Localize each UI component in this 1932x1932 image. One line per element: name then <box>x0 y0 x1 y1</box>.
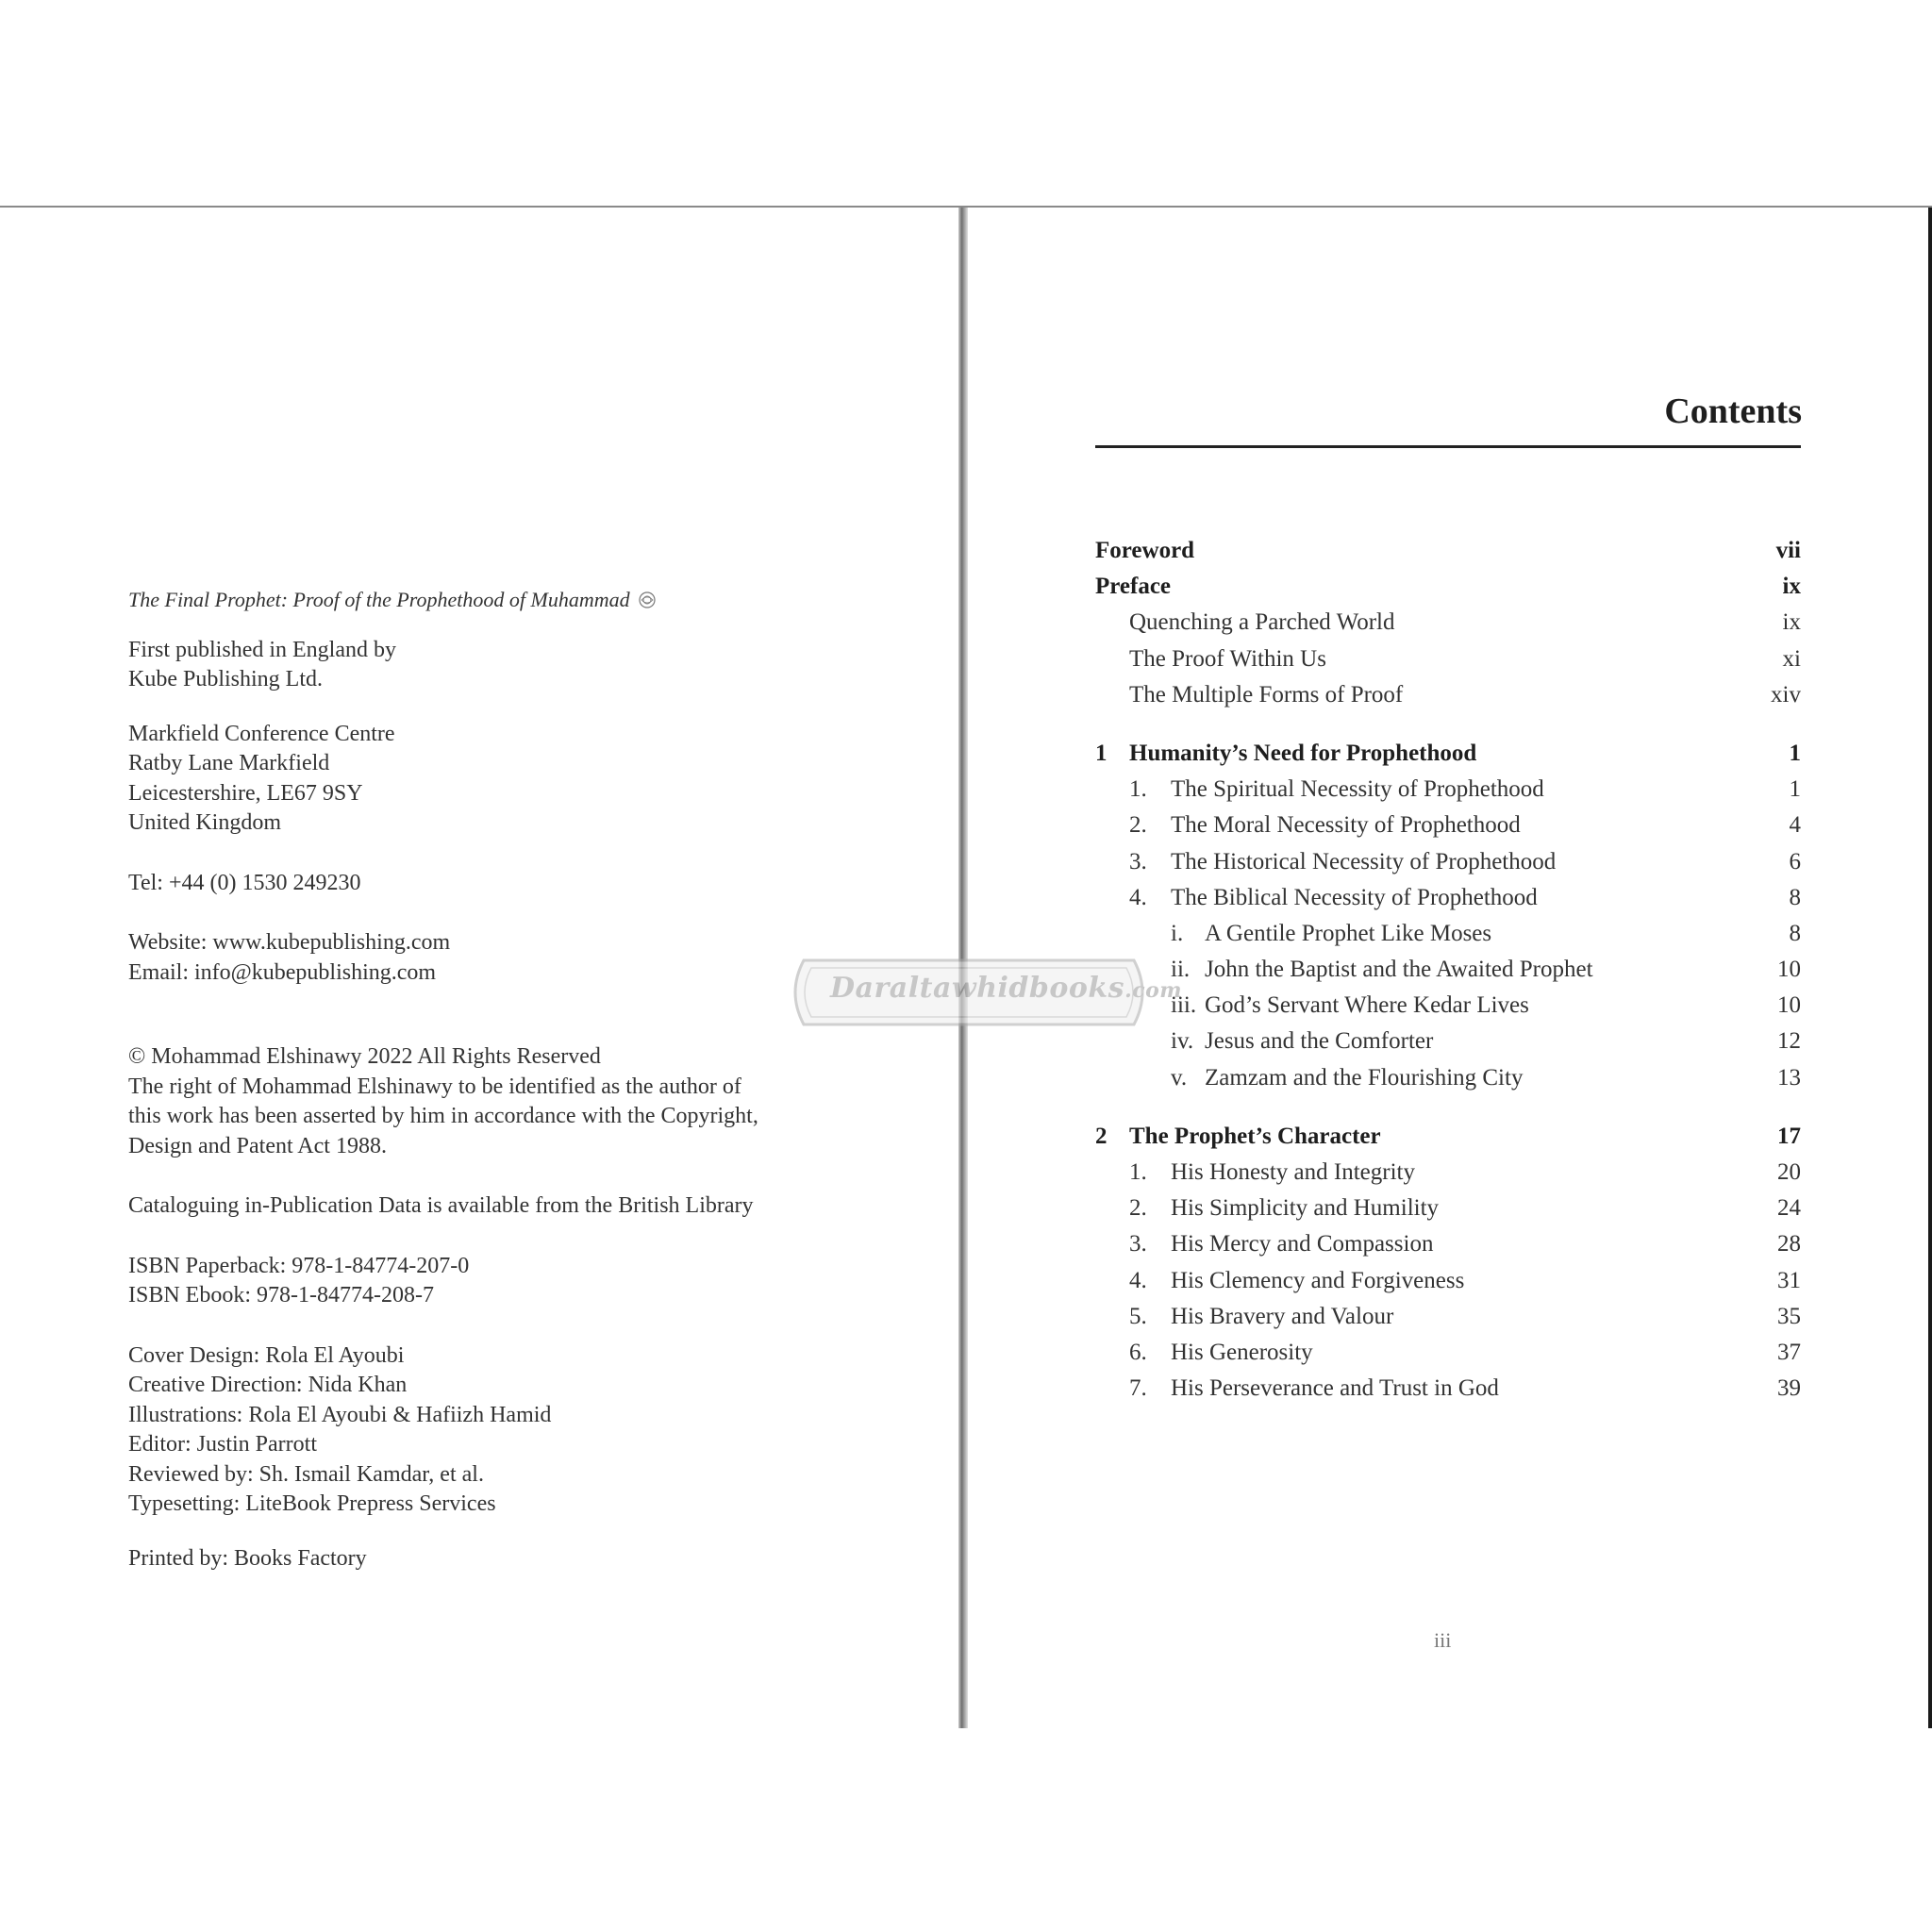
toc-page: 39 <box>1777 1375 1801 1402</box>
toc-number: v. <box>1171 1064 1188 1091</box>
toc-label: God’s Servant Where Kedar Lives <box>1205 992 1529 1019</box>
toc-page: xiv <box>1771 681 1801 708</box>
toc-number: 2. <box>1129 812 1147 839</box>
published-line: First published in England by <box>128 637 396 662</box>
toc-number: iii. <box>1171 992 1197 1019</box>
toc-number: 7. <box>1129 1375 1147 1402</box>
toc-number: 2. <box>1129 1195 1147 1222</box>
toc-row <box>1095 682 1801 718</box>
toc-label: Foreword <box>1095 538 1195 563</box>
toc-page: 4 <box>1789 812 1801 839</box>
toc-gap <box>1095 1101 1801 1124</box>
isbn-paperback: ISBN Paperback: 978-1-84774-207-0 <box>128 1253 470 1278</box>
toc-row <box>1095 646 1801 682</box>
toc-row <box>1095 921 1801 957</box>
toc-row <box>1095 609 1801 645</box>
credits-block <box>128 1341 902 1520</box>
toc-page: 31 <box>1777 1267 1801 1293</box>
toc-label: Preface <box>1095 574 1172 600</box>
toc-page: ix <box>1782 574 1801 600</box>
toc-page: 1 <box>1789 776 1801 803</box>
page-edge <box>1928 208 1932 1728</box>
book-title-text: The Final Prophet: Proof of the Prophethood of Muhammad <box>128 588 630 611</box>
toc-number: 1 <box>1095 740 1108 766</box>
toc-page: 8 <box>1789 884 1801 910</box>
credit-line: Creative Direction: Nida Khan <box>128 1373 408 1397</box>
page-number: iii <box>1434 1628 1452 1652</box>
toc-row <box>1095 1159 1801 1195</box>
toc-row <box>1095 957 1801 992</box>
toc-page: 13 <box>1777 1064 1801 1091</box>
toc-row <box>1095 741 1801 776</box>
toc-page: 1 <box>1789 740 1801 766</box>
toc-row <box>1095 1375 1801 1411</box>
toc-label: Zamzam and the Flourishing City <box>1205 1064 1524 1091</box>
credit-line: Reviewed by: Sh. Ismail Kamdar, et al. <box>128 1461 484 1487</box>
toc-label: His Simplicity and Humility <box>1171 1195 1440 1222</box>
published-block <box>128 636 902 695</box>
address-line: Ratby Lane Markfield <box>128 751 330 775</box>
toc-row <box>1095 885 1801 921</box>
website: Website: www.kubepublishing.com <box>128 930 451 955</box>
toc-label: His Bravery and Valour <box>1171 1303 1394 1329</box>
toc-label: His Perseverance and Trust in God <box>1171 1375 1499 1402</box>
toc-page: 12 <box>1777 1028 1801 1055</box>
tel-block <box>128 869 902 899</box>
toc-label: His Honesty and Integrity <box>1171 1159 1415 1185</box>
table-of-contents <box>1095 538 1801 1411</box>
toc-number: iv. <box>1171 1028 1194 1055</box>
isbn-block <box>128 1252 902 1311</box>
toc-label: His Mercy and Compassion <box>1171 1231 1434 1257</box>
toc-page: 20 <box>1777 1159 1801 1185</box>
email: Email: info@kubepublishing.com <box>128 959 437 985</box>
address-line: United Kingdom <box>128 810 281 835</box>
toc-row <box>1095 1028 1801 1064</box>
toc-gap <box>1095 718 1801 741</box>
credit-line: Editor: Justin Parrott <box>128 1432 317 1457</box>
toc-row <box>1095 1268 1801 1304</box>
toc-number: 5. <box>1129 1303 1147 1329</box>
toc-row <box>1095 538 1801 574</box>
toc-label: The Spiritual Necessity of Prophethood <box>1171 776 1544 803</box>
toc-number: 6. <box>1129 1339 1147 1365</box>
copyright-line: © Mohammad Elshinawy 2022 All Rights Reserved <box>128 1044 601 1069</box>
toc-row <box>1095 992 1801 1028</box>
salutation-seal-icon <box>638 591 657 609</box>
watermark-text <box>830 972 1182 1005</box>
contents-heading: Contents <box>1664 391 1802 431</box>
credit-line: Illustrations: Rola El Ayoubi & Hafiizh Hamid <box>128 1402 552 1427</box>
toc-label: Quenching a Parched World <box>1129 609 1395 636</box>
toc-page: 10 <box>1777 957 1801 983</box>
toc-label: Jesus and the Comforter <box>1205 1028 1434 1055</box>
toc-label: The Biblical Necessity of Prophethood <box>1171 884 1538 910</box>
cataloguing-block <box>128 1191 902 1222</box>
toc-page: 8 <box>1789 920 1801 946</box>
toc-label: The Moral Necessity of Prophethood <box>1171 812 1521 839</box>
rights-line: this work has been asserted by him in accordance with the Copyright, <box>128 1104 758 1128</box>
toc-label: The Proof Within Us <box>1129 645 1326 672</box>
toc-page: xi <box>1782 645 1801 672</box>
toc-page: 35 <box>1777 1303 1801 1329</box>
toc-row <box>1095 1195 1801 1231</box>
toc-number: 1. <box>1129 776 1147 803</box>
address-line: Leicestershire, LE67 9SY <box>128 780 363 806</box>
toc-number: 1. <box>1129 1159 1147 1185</box>
toc-page: 28 <box>1777 1231 1801 1257</box>
credit-line: Cover Design: Rola El Ayoubi <box>128 1342 405 1368</box>
toc-number: i. <box>1171 920 1184 946</box>
toc-number: 4. <box>1129 1267 1147 1293</box>
toc-label: His Generosity <box>1171 1339 1313 1365</box>
printer: Printed by: Books Factory <box>128 1545 367 1571</box>
toc-number: 3. <box>1129 1231 1147 1257</box>
toc-row <box>1095 1231 1801 1267</box>
toc-row <box>1095 849 1801 885</box>
toc-row <box>1095 812 1801 848</box>
toc-number: 4. <box>1129 884 1147 910</box>
toc-page: 37 <box>1777 1339 1801 1365</box>
toc-page: 17 <box>1777 1123 1801 1149</box>
toc-row <box>1095 1065 1801 1101</box>
toc-page: 24 <box>1777 1195 1801 1222</box>
telephone: Tel: +44 (0) 1530 249230 <box>128 870 361 895</box>
book-title <box>128 585 902 615</box>
cataloguing-note: Cataloguing in-Publication Data is available from the British Library <box>128 1193 754 1218</box>
toc-page: vii <box>1775 538 1801 563</box>
rights-line: The right of Mohammad Elshinawy to be identified as the author of <box>128 1074 741 1099</box>
toc-row <box>1095 1304 1801 1340</box>
toc-label: The Multiple Forms of Proof <box>1129 681 1404 708</box>
publisher-name: Kube Publishing Ltd. <box>128 667 324 691</box>
watermark-suffix: .com <box>1124 978 1183 1003</box>
rights-block <box>128 1042 902 1161</box>
address-block <box>128 720 902 839</box>
toc-number: 2 <box>1095 1123 1108 1149</box>
heading-rule <box>1095 445 1801 448</box>
toc-row <box>1095 776 1801 812</box>
toc-number: 3. <box>1129 848 1147 874</box>
toc-page: ix <box>1782 609 1801 636</box>
copyright-text <box>128 585 902 1574</box>
toc-page: 10 <box>1777 992 1801 1019</box>
toc-label: His Clemency and Forgiveness <box>1171 1267 1465 1293</box>
rights-line: Design and Patent Act 1988. <box>128 1133 387 1158</box>
toc-number: ii. <box>1171 957 1191 983</box>
toc-label: A Gentile Prophet Like Moses <box>1205 920 1492 946</box>
credit-line: Typesetting: LiteBook Prepress Services <box>128 1491 496 1516</box>
toc-row <box>1095 574 1801 609</box>
toc-label: The Prophet’s Character <box>1129 1123 1381 1149</box>
toc-row <box>1095 1340 1801 1375</box>
toc-label: John the Baptist and the Awaited Prophet <box>1205 957 1593 983</box>
address-line: Markfield Conference Centre <box>128 721 395 746</box>
toc-page: 6 <box>1789 848 1801 874</box>
isbn-ebook: ISBN Ebook: 978-1-84774-208-7 <box>128 1283 434 1307</box>
toc-row <box>1095 1124 1801 1159</box>
watermark-brand: Daraltawhidbooks <box>830 972 1125 1005</box>
toc-label: Humanity’s Need for Prophethood <box>1129 740 1477 766</box>
toc-label: The Historical Necessity of Prophethood <box>1171 848 1557 874</box>
